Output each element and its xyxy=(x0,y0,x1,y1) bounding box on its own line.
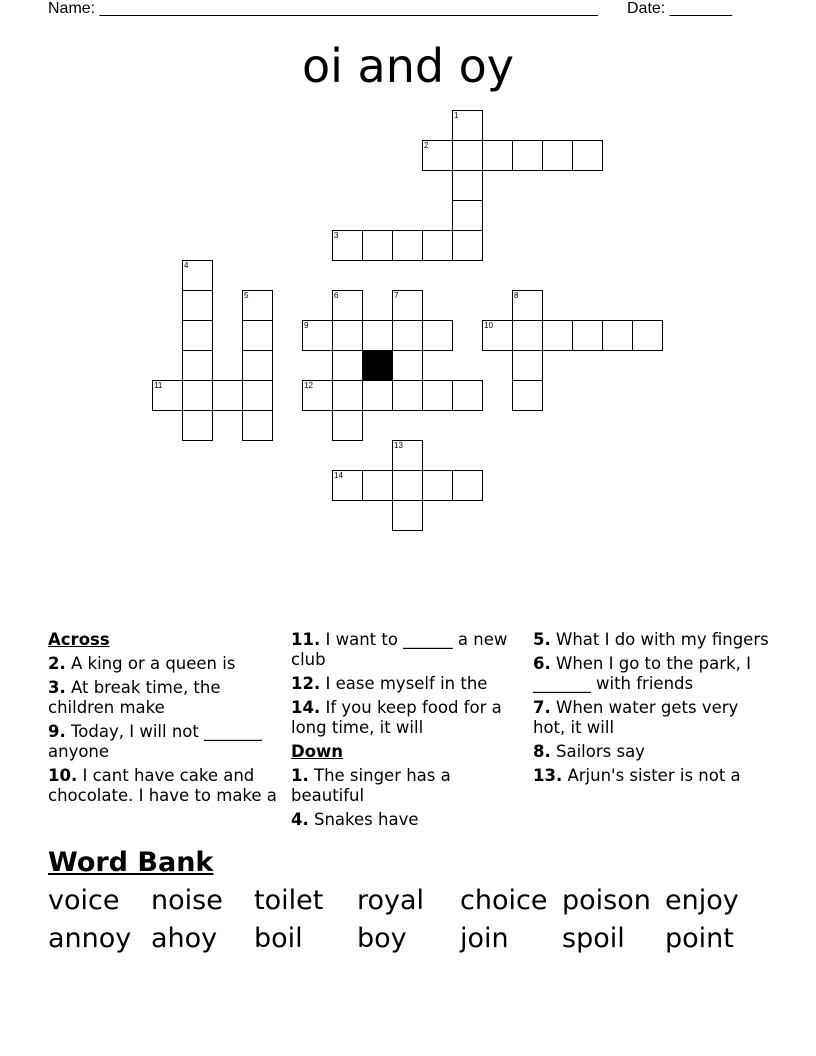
crossword-cell[interactable] xyxy=(422,470,453,501)
clue-text: A king or a queen is xyxy=(71,654,236,673)
crossword-cell[interactable] xyxy=(182,410,213,441)
clues-column-3 xyxy=(533,630,773,790)
clue-number: 8. xyxy=(533,742,551,761)
clue-text: If you keep food for a long time, it will xyxy=(291,698,502,737)
clue-number-label: 3 xyxy=(334,231,339,240)
crossword-cell[interactable] xyxy=(392,320,423,351)
word-bank-item: choice xyxy=(460,885,548,916)
crossword-cell[interactable] xyxy=(482,320,513,351)
word-bank-item: noise xyxy=(151,885,223,916)
clue-down-4 xyxy=(291,810,526,830)
crossword-cell[interactable] xyxy=(422,140,453,171)
crossword-cell[interactable] xyxy=(542,320,573,351)
clue-down-8 xyxy=(533,742,773,762)
crossword-cell[interactable] xyxy=(512,290,543,321)
crossword-cell[interactable] xyxy=(182,290,213,321)
crossword-cell[interactable] xyxy=(422,320,453,351)
crossword-cell[interactable] xyxy=(392,230,423,261)
clue-number: 14. xyxy=(291,698,321,717)
crossword-cell[interactable] xyxy=(302,320,333,351)
date-field-label: Date: _______ xyxy=(627,0,732,17)
clue-across-10 xyxy=(48,766,288,806)
clue-down-1 xyxy=(291,766,526,806)
crossword-cell[interactable] xyxy=(452,170,483,201)
crossword-cell[interactable] xyxy=(212,380,243,411)
clue-text: I ease myself in the xyxy=(325,674,488,693)
name-field-label: Name: ________________________________________________________ xyxy=(48,0,598,17)
crossword-cell[interactable] xyxy=(332,380,363,411)
clue-number-label: 10 xyxy=(484,321,493,330)
crossword-cell[interactable] xyxy=(362,320,393,351)
crossword-cell[interactable] xyxy=(332,290,363,321)
crossword-cell[interactable] xyxy=(512,140,543,171)
crossword-cell[interactable] xyxy=(332,470,363,501)
crossword-cell[interactable] xyxy=(572,320,603,351)
word-bank-item: toilet xyxy=(254,885,324,916)
crossword-cell[interactable] xyxy=(242,350,273,381)
crossword-cell[interactable] xyxy=(302,380,333,411)
clue-number-label: 1 xyxy=(454,111,459,120)
crossword-cell[interactable] xyxy=(392,440,423,471)
clue-number-label: 11 xyxy=(154,381,163,390)
clue-number: 6. xyxy=(533,654,551,673)
clue-across-14 xyxy=(291,698,526,738)
clue-text: Sailors say xyxy=(556,742,645,761)
clue-number-label: 12 xyxy=(304,381,313,390)
clue-number: 3. xyxy=(48,678,66,697)
crossword-cell[interactable] xyxy=(392,470,423,501)
clues-column-2 xyxy=(291,630,526,834)
clue-across-9 xyxy=(48,722,288,762)
crossword-cell[interactable] xyxy=(572,140,603,171)
crossword-cell[interactable] xyxy=(182,260,213,291)
word-bank-title: Word Bank xyxy=(48,847,214,878)
clue-across-11 xyxy=(291,630,526,670)
clue-number: 10. xyxy=(48,766,78,785)
clue-text: Today, I will not _______ anyone xyxy=(48,722,262,761)
clue-text: When water gets very hot, it will xyxy=(533,698,739,737)
clue-text: I want to ______ a new club xyxy=(291,630,508,669)
word-bank-item: spoil xyxy=(562,923,625,954)
clue-text: What I do with my fingers xyxy=(556,630,769,649)
crossword-cell[interactable] xyxy=(542,140,573,171)
crossword-cell[interactable] xyxy=(602,320,633,351)
clue-text: I cant have cake and chocolate. I have to make a xyxy=(48,766,277,805)
clue-number-label: 13 xyxy=(394,441,403,450)
clue-number: 5. xyxy=(533,630,551,649)
crossword-cell[interactable] xyxy=(482,140,513,171)
word-bank-item: join xyxy=(460,923,509,954)
crossword-cell[interactable] xyxy=(242,290,273,321)
crossword-cell[interactable] xyxy=(362,380,393,411)
crossword-cell[interactable] xyxy=(242,410,273,441)
clue-down-5 xyxy=(533,630,773,650)
clue-number: 7. xyxy=(533,698,551,717)
clue-number: 13. xyxy=(533,766,563,785)
clue-number-label: 7 xyxy=(394,291,399,300)
clue-number-label: 5 xyxy=(244,291,249,300)
crossword-cell[interactable] xyxy=(512,320,543,351)
word-bank-item: point xyxy=(665,923,734,954)
crossword-cell[interactable] xyxy=(332,320,363,351)
crossword-cell[interactable] xyxy=(332,410,363,441)
clue-number-label: 14 xyxy=(334,471,343,480)
crossword-cell[interactable] xyxy=(512,380,543,411)
clue-across-2 xyxy=(48,654,288,674)
clue-number-label: 9 xyxy=(304,321,309,330)
crossword-cell[interactable] xyxy=(182,350,213,381)
word-bank-item: poison xyxy=(562,885,651,916)
word-bank-item: boil xyxy=(254,923,303,954)
crossword-cell[interactable] xyxy=(512,350,543,381)
crossword-cell[interactable] xyxy=(182,380,213,411)
crossword-cell[interactable] xyxy=(392,350,423,381)
clue-number-label: 6 xyxy=(334,291,339,300)
crossword-cell[interactable] xyxy=(362,230,393,261)
clue-across-12 xyxy=(291,674,526,694)
crossword-cell[interactable] xyxy=(452,380,483,411)
page-title: oi and oy xyxy=(301,39,515,93)
clue-text: Snakes have xyxy=(314,810,419,829)
clue-number: 12. xyxy=(291,674,321,693)
clue-number: 2. xyxy=(48,654,66,673)
crossword-cell[interactable] xyxy=(452,470,483,501)
crossword-cell[interactable] xyxy=(362,470,393,501)
word-bank-item: ahoy xyxy=(151,923,218,954)
clue-number: 4. xyxy=(291,810,309,829)
down-heading: Down xyxy=(291,742,344,761)
clue-down-13 xyxy=(533,766,773,786)
crossword-cell[interactable] xyxy=(392,290,423,321)
crossword-cell[interactable] xyxy=(182,320,213,351)
word-bank-item: enjoy xyxy=(665,885,739,916)
clue-number: 9. xyxy=(48,722,66,741)
word-bank-item: voice xyxy=(48,885,120,916)
clue-across-3 xyxy=(48,678,288,718)
crossword-cell[interactable] xyxy=(392,380,423,411)
clue-text: When I go to the park, I _______ with friends xyxy=(533,654,751,693)
clue-number: 11. xyxy=(291,630,321,649)
clue-down-6 xyxy=(533,654,773,694)
across-heading: Across xyxy=(48,630,110,649)
crossword-cell[interactable] xyxy=(242,380,273,411)
crossword-cell[interactable] xyxy=(242,320,273,351)
clue-number-label: 2 xyxy=(424,141,429,150)
word-bank-item: annoy xyxy=(48,923,132,954)
clues-column-1 xyxy=(48,630,288,810)
crossword-block xyxy=(362,350,393,381)
crossword-cell[interactable] xyxy=(452,230,483,261)
crossword-cell[interactable] xyxy=(422,380,453,411)
crossword-cell[interactable] xyxy=(332,350,363,381)
crossword-cell[interactable] xyxy=(632,320,663,351)
crossword-cell[interactable] xyxy=(422,230,453,261)
crossword-cell[interactable] xyxy=(452,200,483,231)
crossword-cell[interactable] xyxy=(452,110,483,141)
clue-number-label: 4 xyxy=(184,261,189,270)
clue-text: The singer has a beautiful xyxy=(291,766,451,805)
clue-number: 1. xyxy=(291,766,309,785)
word-bank-item: boy xyxy=(357,923,407,954)
crossword-cell[interactable] xyxy=(332,230,363,261)
clue-text: At break time, the children make xyxy=(48,678,221,717)
clue-number-label: 8 xyxy=(514,291,519,300)
clue-text: Arjun's sister is not a xyxy=(567,766,741,785)
clue-down-7 xyxy=(533,698,773,738)
word-bank-item: royal xyxy=(357,885,425,916)
crossword-cell[interactable] xyxy=(452,140,483,171)
crossword-cell[interactable] xyxy=(152,380,183,411)
crossword-cell[interactable] xyxy=(392,500,423,531)
